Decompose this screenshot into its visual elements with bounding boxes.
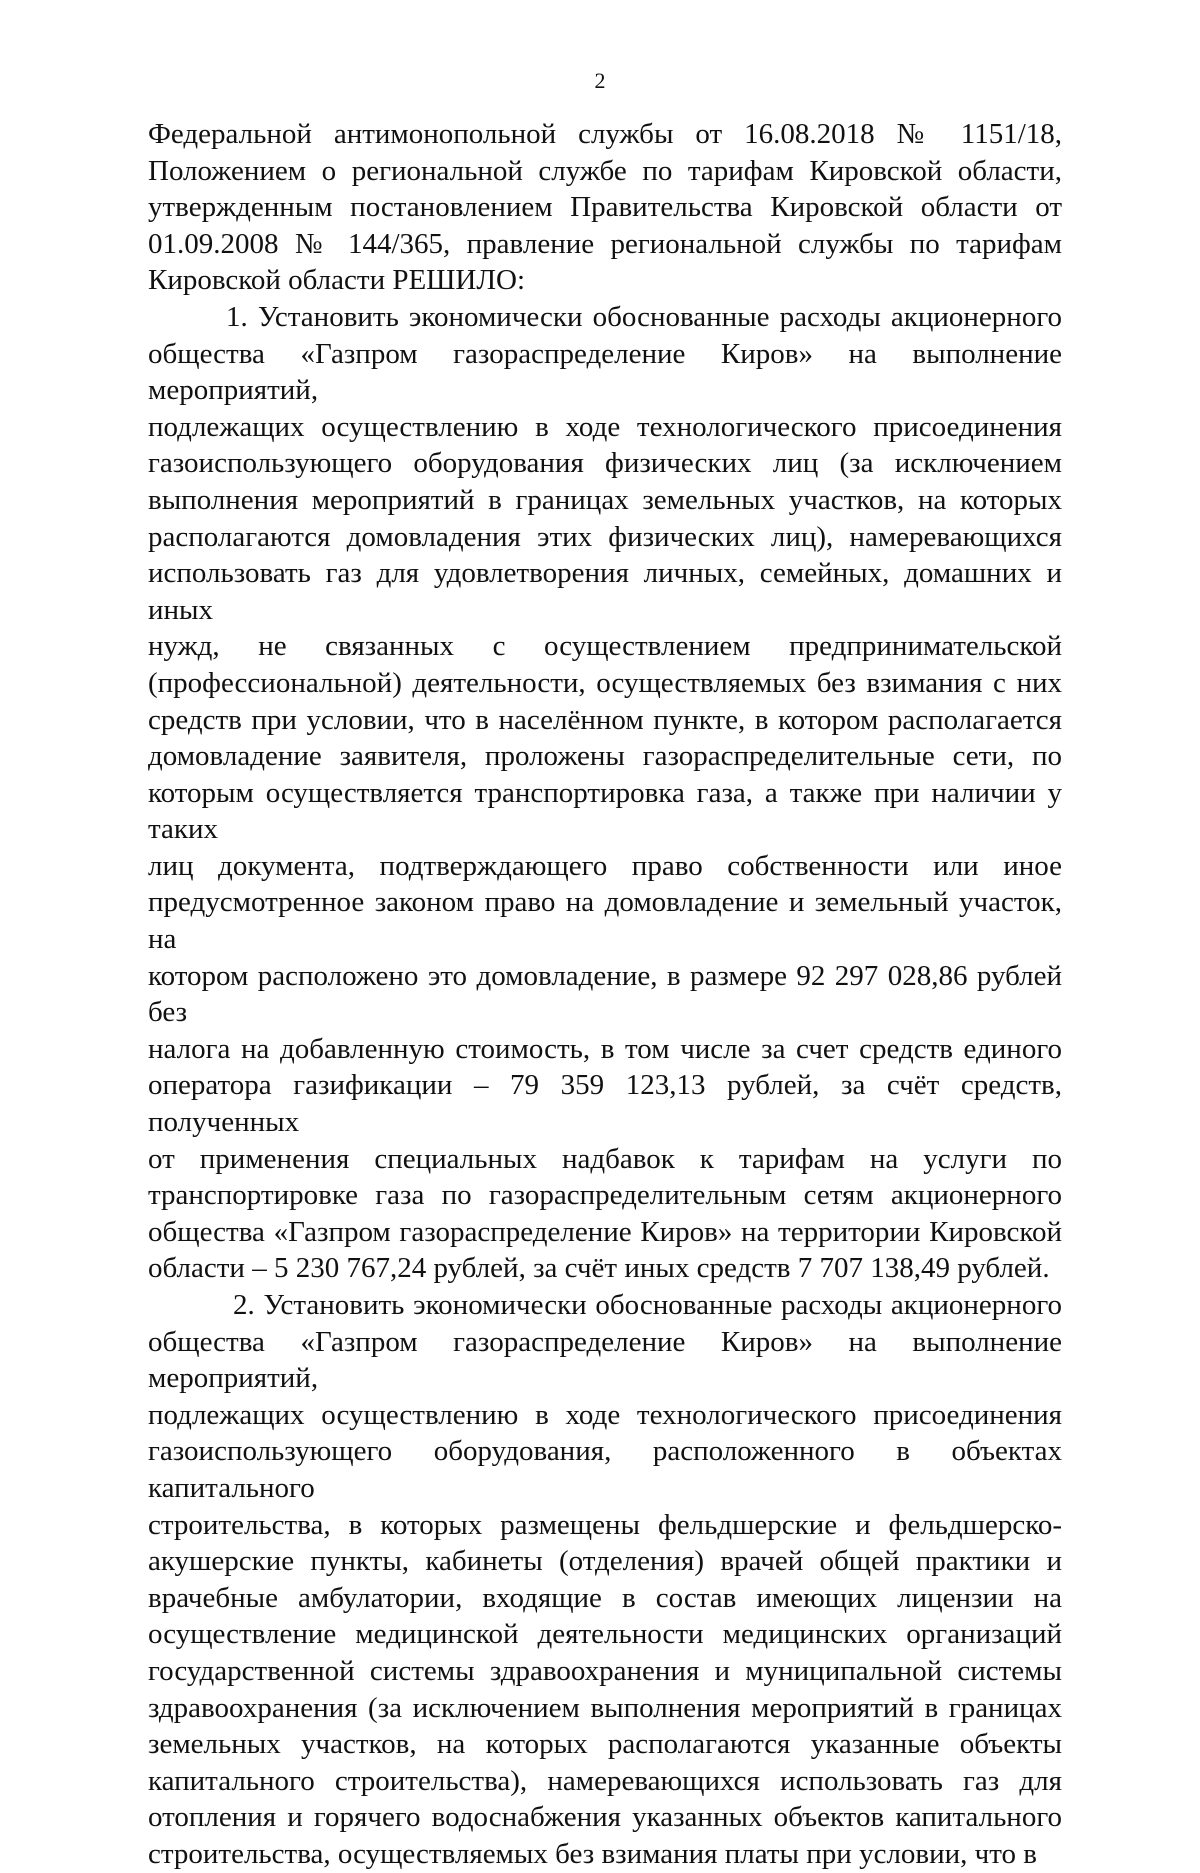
text-line: нужд, не связанных с осуществлением предпринимательской xyxy=(148,630,1062,663)
decision-item-2 xyxy=(148,1287,1062,1873)
text-line: 1. Установить экономически обоснованные расходы акционерного xyxy=(226,300,1062,333)
text-line: располагаются домовладения этих физических лиц), намеревающихся xyxy=(148,520,1062,553)
text-line: общества «Газпром газораспределение Киров» на выполнение мероприятий, xyxy=(148,1325,1062,1395)
text-line: от применения специальных надбавок к тарифам на услуги по xyxy=(148,1142,1062,1175)
text-line: 01.09.2008 № 144/365, правление региональной службы по тарифам xyxy=(148,227,1062,260)
text-line: Кировской области РЕШИЛО: xyxy=(148,264,526,297)
text-line: акушерские пункты, кабинеты (отделения) врачей общей практики и xyxy=(148,1545,1062,1578)
text-line: использовать газ для удовлетворения личных, семейных, домашних и иных xyxy=(148,557,1062,626)
text-line: газоиспользующего оборудования физических лиц (за исключением xyxy=(148,447,1062,480)
text-line: земельных участков, на которых располагаются указанные объекты xyxy=(148,1728,1062,1761)
text-line: подлежащих осуществлению в ходе технологического присоединения xyxy=(148,1398,1062,1431)
text-line: транспортировке газа по газораспределительным сетям акционерного xyxy=(148,1179,1062,1212)
text-line: государственной системы здравоохранения и муниципальной системы xyxy=(148,1654,1062,1687)
text-line: общества «Газпром газораспределение Киров» на территории Кировской xyxy=(148,1215,1062,1248)
text-line: здравоохранения (за исключением выполнения мероприятий в границах xyxy=(148,1691,1062,1724)
page-number: 2 xyxy=(594,68,606,93)
text-line: налога на добавленную стоимость, в том числе за счет средств единого xyxy=(148,1032,1062,1065)
text-line: врачебные амбулатории, входящие в состав имеющих лицензии на xyxy=(148,1581,1062,1614)
text-line: выполнения мероприятий в границах земельных участков, на которых xyxy=(148,483,1062,516)
document-body xyxy=(148,116,1062,1873)
text-line: предусмотренное законом право на домовладение и земельный участок, на xyxy=(148,886,1062,956)
text-line: капитального строительства), намеревающихся использовать газ для xyxy=(148,1764,1062,1797)
text-line: газоиспользующего оборудования, расположенного в объектах капитального xyxy=(148,1435,1062,1504)
text-line: (профессиональной) деятельности, осуществляемых без взимания с них xyxy=(148,666,1062,699)
text-line: осуществление медицинской деятельности медицинских организаций xyxy=(148,1618,1062,1651)
decision-item-1 xyxy=(148,299,1062,1287)
text-line: строительства, осуществляемых без взимания платы при условии, что в xyxy=(148,1837,1037,1870)
text-line: оператора газификации – 79 359 123,13 рублей, за счёт средств, полученных xyxy=(148,1069,1062,1139)
text-line: подлежащих осуществлению в ходе технологического присоединения xyxy=(148,410,1062,443)
text-line: Федеральной антимонопольной службы от 16.08.2018 № 1151/18, xyxy=(148,118,1062,150)
text-line: области – 5 230 767,24 рублей, за счёт иных средств 7 707 138,49 рублей. xyxy=(148,1252,1050,1285)
text-line: которым осуществляется транспортировка газа, а также при наличии у таких xyxy=(148,776,1062,846)
text-line: котором расположено это домовладение, в размере 92 297 028,86 рублей без xyxy=(148,959,1062,1029)
text-line: строительства, в которых размещены фельдшерские и фельдшерско- xyxy=(148,1508,1062,1541)
text-line: отопления и горячего водоснабжения указанных объектов капитального xyxy=(148,1801,1062,1834)
text-line: средств при условии, что в населённом пункте, в котором располагается xyxy=(148,703,1062,736)
text-line: лиц документа, подтверждающего право собственности или иное xyxy=(148,849,1062,882)
text-line: утвержденным постановлением Правительства Кировской области от xyxy=(148,191,1062,224)
text-line: домовладение заявителя, проложены газораспределительные сети, по xyxy=(148,740,1062,773)
text-line: 2. Установить экономически обоснованные расходы акционерного xyxy=(233,1289,1062,1321)
text-line: общества «Газпром газораспределение Киров» на выполнение мероприятий, xyxy=(148,337,1062,407)
text-line: Положением о региональной службе по тарифам Кировской области, xyxy=(148,154,1062,187)
intro-paragraph xyxy=(148,116,1062,299)
